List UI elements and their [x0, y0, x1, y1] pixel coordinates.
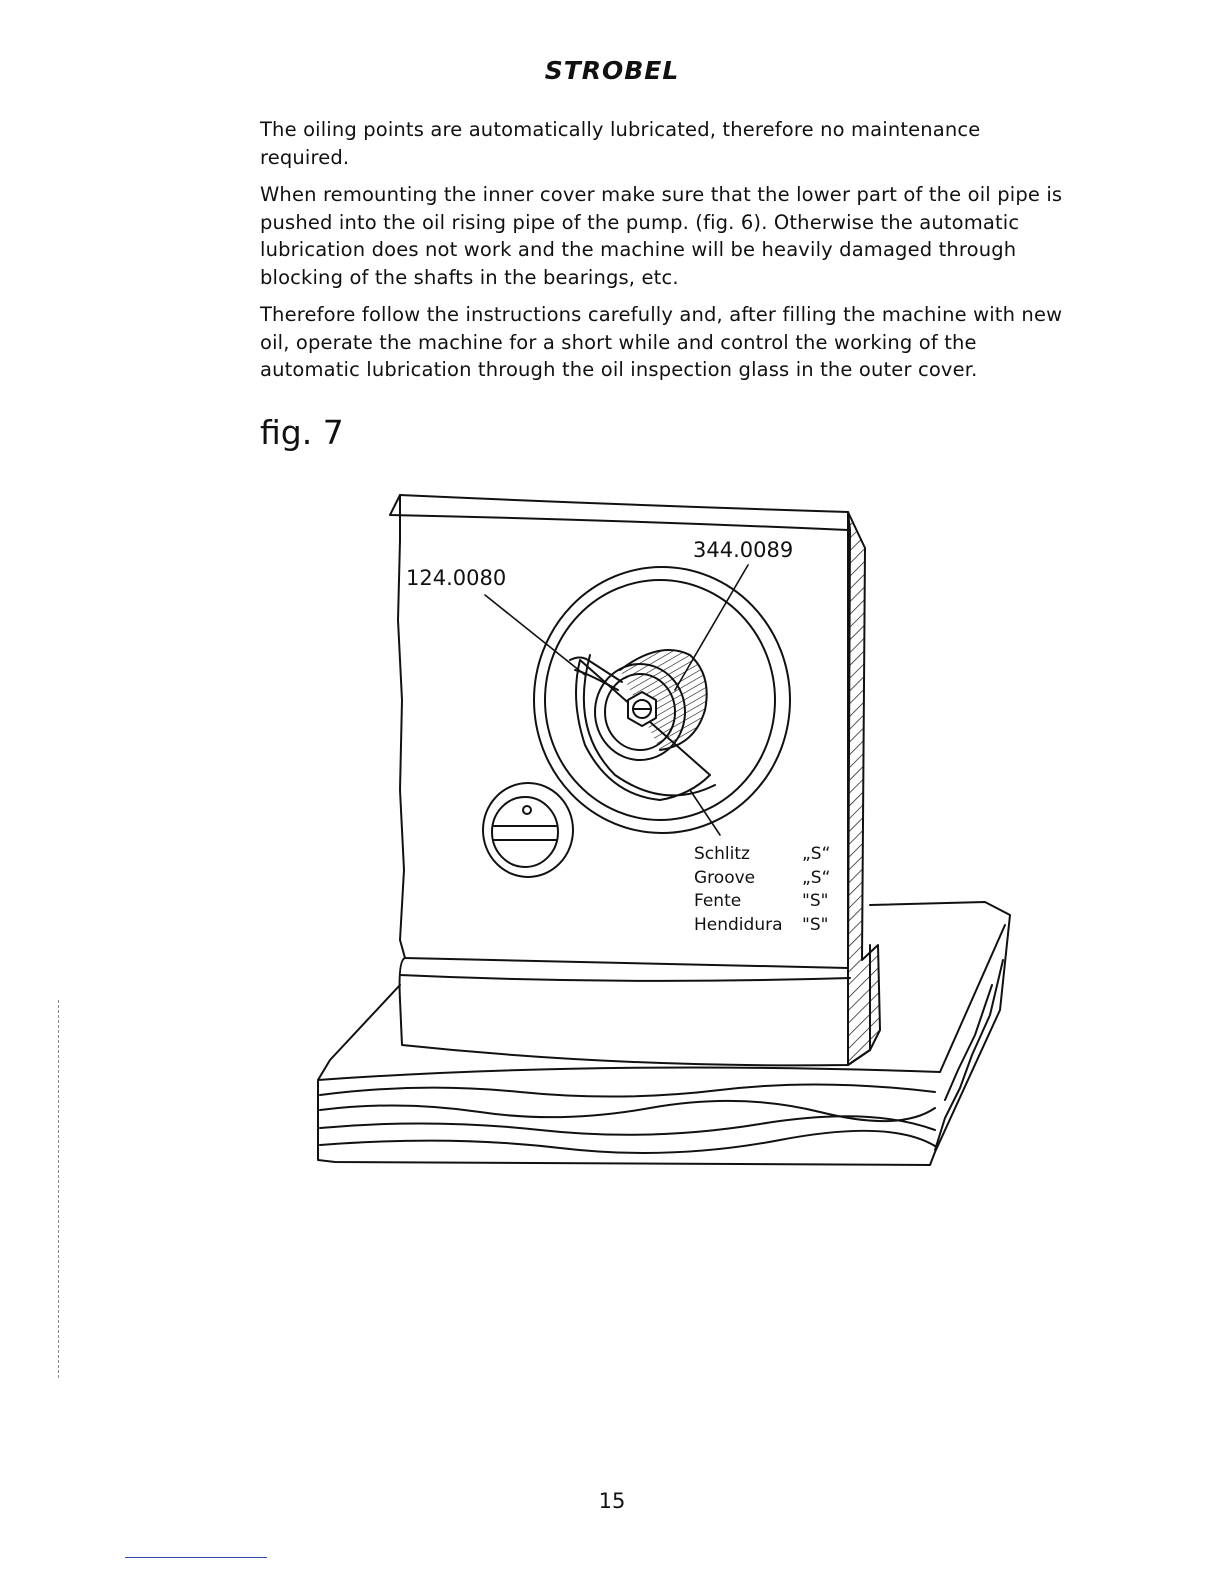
- paragraph-remounting: When remounting the inner cover make sure that the lower part of the oil pipe is pushed into the oil rising pipe of the pump. (fig. 6). Otherwise the automatic lubrication does not work and the machine will be heavily damaged through blocking of the shafts in the bearings, etc.: [260, 183, 1063, 289]
- brand-logo: STROBEL: [544, 56, 680, 85]
- groove-legend: [694, 843, 830, 937]
- legend-term: Groove: [694, 867, 756, 888]
- legend-row: [694, 867, 830, 891]
- base-block: [318, 902, 1010, 1165]
- legend-row: [694, 890, 830, 914]
- legend-value: "S": [802, 891, 829, 911]
- legend-row: [694, 914, 830, 938]
- legend-term: Hendidura: [694, 914, 783, 935]
- figure-label: fig. 7: [260, 413, 344, 452]
- legend-term: Schlitz: [694, 844, 750, 864]
- legend-value: „S“: [802, 867, 831, 888]
- callout-124-0080: 124.0080: [406, 566, 507, 590]
- paragraph-maintenance: The oiling points are automatically lubricated, therefore no maintenance required.: [260, 118, 981, 169]
- page-number: 15: [598, 1489, 626, 1513]
- legend-value: „S“: [802, 844, 831, 864]
- hatched-edge: [848, 512, 880, 1065]
- base-top-edge: [318, 925, 1005, 1080]
- legend-value: "S": [802, 914, 829, 935]
- legend-row: [694, 843, 830, 867]
- margin-scan-mark: [58, 1000, 59, 1378]
- callout-344-0089: 344.0089: [693, 538, 794, 562]
- paragraph-instructions: Therefore follow the instructions carefully and, after filling the machine with new oil, operate the machine for a short while and control the working of the automatic lubrication through the oil inspection glass in the outer cover.: [260, 303, 1063, 381]
- legend-term: Fente: [694, 891, 742, 911]
- footer-rule: [125, 1557, 267, 1558]
